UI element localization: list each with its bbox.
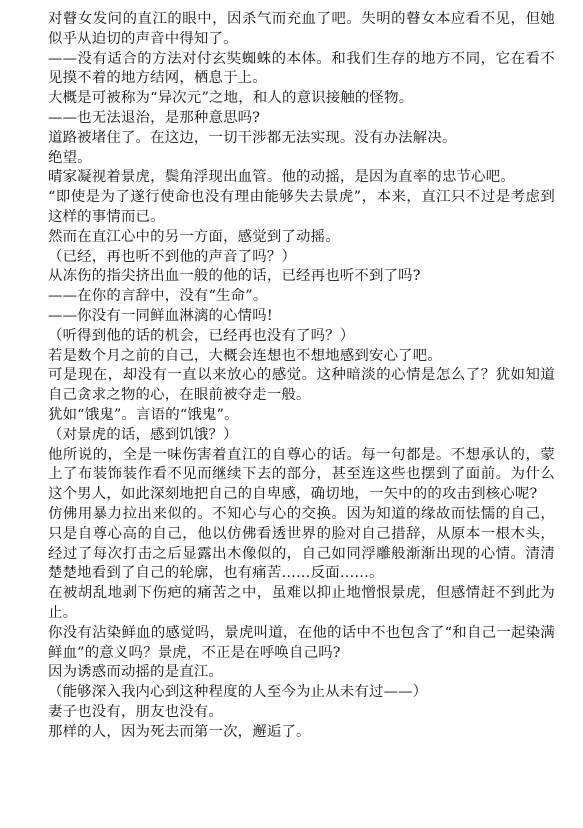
paragraph-25: 妻子也没有，朋友也没有。 bbox=[48, 703, 224, 720]
paragraph-16: 可是现在，却没有一直以来放心的感觉。这种暗淡的心情是怎么了？犹如知道自己贪求之物的心，在眼前被夺走一般。 bbox=[48, 367, 555, 404]
paragraph-7: 晴家凝视着景虎，鬓角浮现出血管。他的动摇，是因为直率的忠节心吧。 bbox=[48, 169, 515, 186]
paragraph-4: ——也无法退治，是那种意思吗? bbox=[48, 109, 261, 126]
paragraph-14: （听得到他的话的机会，已经再也没有了吗？） bbox=[48, 327, 355, 344]
paragraph-9: 然而在直江心中的另一方面，感觉到了动摇。 bbox=[48, 228, 340, 245]
paragraph-10: （已经，再也听不到他的声音了吗？） bbox=[48, 248, 297, 265]
paragraph-1: 对瞽女发问的直江的眼中，因杀气而充血了吧。失明的瞽女本应看不见，但她似乎从迫切的声音中得知了。 bbox=[48, 11, 555, 47]
paragraph-21: 在被胡乱地剥下伤疤的痛苦之中，虽难以抑止地憎恨景虎，但感情赶不到此为止。 bbox=[48, 585, 555, 621]
paragraph-19: 他所说的，全是一味伤害着直江的自尊心的话。每一句都是。不想承认的，蒙上了布装饰装作看不见而继续下去的部分，甚至连这些也摆到了面前。为什么这个男人，如此深刻地把自己的自卑感，确切地，一矢中的的攻击到核心呢? bbox=[48, 446, 555, 503]
paragraph-17: 犹如“饿鬼”。言语的“饿鬼”。 bbox=[48, 406, 239, 423]
paragraph-23: 因为诱惑而动摇的是直江。 bbox=[48, 664, 224, 681]
paragraph-12: ——在你的言辞中，没有“生命”。 bbox=[48, 288, 268, 305]
paragraph-22: 你没有沾染鲜血的感觉吗，景虎叫道，在他的话中不也包含了“和自己一起染满鲜血”的意义吗？景虎，不正是在呼唤自己吗? bbox=[48, 624, 555, 661]
paragraph-8: “即使是为了遂行使命也没有理由能够失去景虎”，本来，直江只不过是考虑到这样的事情而已。 bbox=[48, 189, 555, 225]
paragraph-15: 若是数个月之前的自己，大概会连想也不想地感到安心了吧。 bbox=[48, 347, 442, 364]
paragraph-6: 绝望。 bbox=[48, 149, 92, 166]
paragraph-5: 道路被堵住了。在这边，一切干涉都无法实现。没有办法解决。 bbox=[48, 129, 457, 146]
paragraph-26: 那样的人，因为死去而第一次，邂逅了。 bbox=[48, 723, 311, 740]
paragraph-18: （对景虎的话，感到饥饿？） bbox=[48, 426, 238, 443]
paragraph-3: 大概是可被称为“异次元”之地，和人的意识接触的怪物。 bbox=[48, 90, 414, 107]
paragraph-13: ——你没有一同鲜血淋漓的心情吗! bbox=[48, 307, 273, 324]
paragraph-20: 仿佛用暴力拉出来似的。不知心与心的交换。因为知道的缘故而怯懦的自己，只是自尊心高的自己，他以仿佛看透世界的脸对自己措辞，从原本一根木头，经过了每次打击之后显露出木像似的，自己如同浮雕般渐渐出现的心情。清清楚楚地看到了自己的轮廓，也有痛苦……反面……。 bbox=[48, 505, 555, 582]
paragraph-11: 从冻伤的指尖挤出血一般的他的话，已经再也听不到了吗? bbox=[48, 268, 421, 285]
paragraph-24: （能够深入我内心到这种程度的人至今为止从未有过——） bbox=[48, 684, 428, 701]
paragraph-2: ——没有适合的方法对付玄奘蜘蛛的本体。和我们生存的地方不同，它在看不见摸不着的地方结网，栖息于上。 bbox=[48, 50, 555, 87]
